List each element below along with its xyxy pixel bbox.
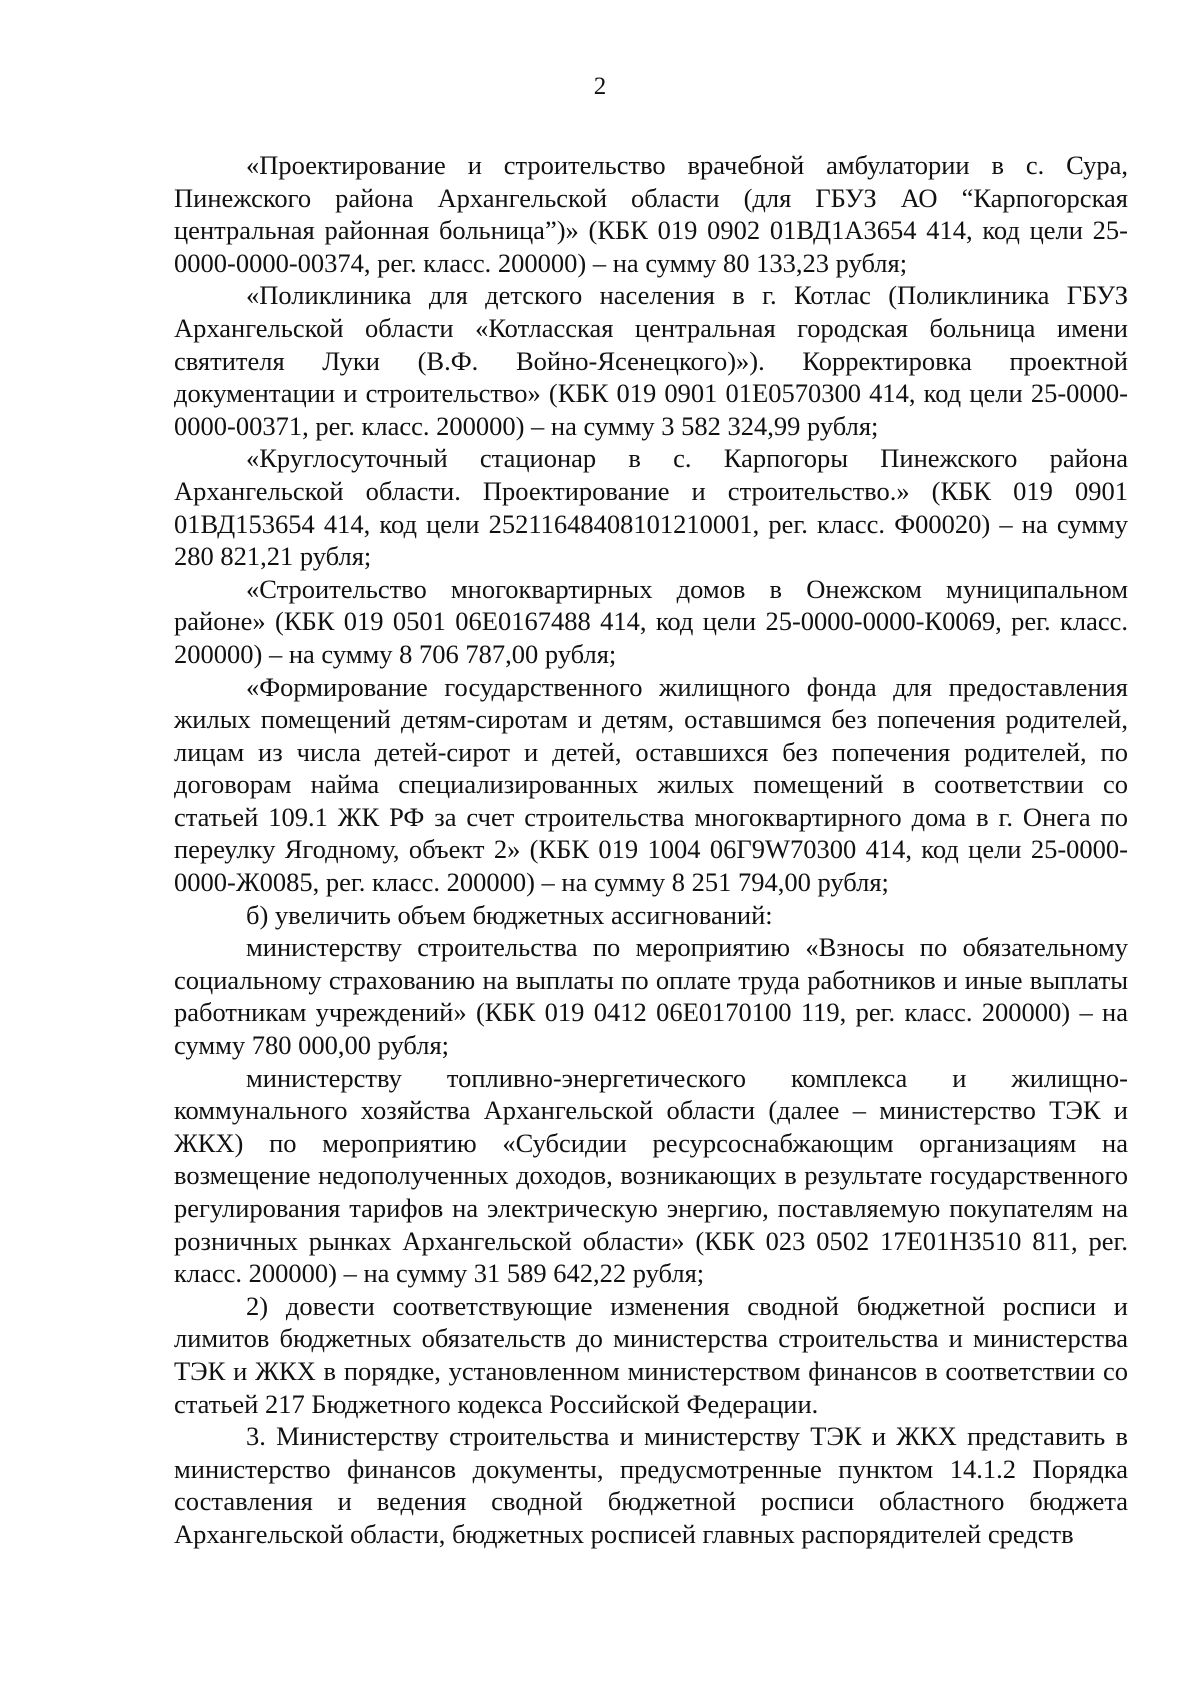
paragraph-item-3: 3. Министерству строительства и министерству ТЭК и ЖКХ представить в министерство финансов документы, предусмотренные пунктом 14.1.2 Порядка составления и ведения сводной бюджетной росписи областного бюджета Архангельской области, бюджетных росписей главных распорядителей средств [174,1421,1128,1549]
paragraph-ministry-tek-zhkh: министерству топливно-энергетического комплекса и жилищно-коммунального хозяйства Архангельской области (далее – министерство ТЭК и ЖКХ) по мероприятию «Субсидии ресурсоснабжающим организациям на возмещение недополученных доходов, возникающих в результате государственного регулирования тарифов на электрическую энергию, поставляемую покупателям на розничных рынках Архангельской области» (КБК 023 0502 17Е01Н3510 811, рег. класс. 200000) – на сумму 31 589 642,22 рубля; [174,1062,1128,1289]
paragraph-ministry-construction: министерству строительства по мероприятию «Взносы по обязательному социальному страхованию на выплаты по оплате труда работников и иные выплаты работникам учреждений» (КБК 019 0412 06Е0170100 119, рег. класс. 200000) – на сумму 780 000,00 рубля; [174,932,1128,1061]
paragraph-polyclinic-kotlas: «Поликлиника для детского населения в г. Котлас (Поликлиника ГБУЗ Архангельской области «Котласская центральная городская больница имени святителя Луки (В.Ф. Войно-Ясенецкого)»). Корректировка проектной документации и строительство» (КБК 019 0901 01Е0570300 414, код цели 25-0000-0000-00371, рег. класс. 200000) – на сумму 3 582 324,99 рубля; [174,280,1128,441]
paragraph-ambulatory-sura: «Проектирование и строительство врачебной амбулатории в с. Сура, Пинежского района Архангельской области (для ГБУЗ АО “Карпогорская центральная районная больница”)» (КБК 019 0902 01ВД1А3654 414, код цели 25-0000-0000-00374, рег. класс. 200000) – на сумму 80 133,23 рубля; [174,150,1128,278]
paragraph-item-2: 2) довести соответствующие изменения сводной бюджетной росписи и лимитов бюджетных обязательств до министерства строительства и министерства ТЭК и ЖКХ в порядке, установленном министерством финансов в соответствии со статьей 217 Бюджетного кодекса Российской Федерации. [174,1290,1128,1419]
page-number: 2 [593,73,607,100]
paragraph-increase-allocations: б) увеличить объем бюджетных ассигнований: [246,899,773,930]
paragraph-housing-orphans: «Формирование государственного жилищного фонда для предоставления жилых помещений детям-сиротам и детям, оставшимся без попечения родителей, лицам из числа детей-сирот и детей, оставшихся без попечения родителей, по договорам найма специализированных жилых помещений в соответствии со статьей 109.1 ЖК РФ за счет строительства многоквартирного дома в г. Онега по переулку Ягодному, объект 2» (КБК 019 1004 06Г9W70300 414, код цели 25-0000-0000-Ж0085, рег. класс. 200000) – на сумму 8 251 794,00 рубля; [174,671,1128,898]
document-body [174,149,1128,1551]
paragraph-hospital-karpogory: «Круглосуточный стационар в с. Карпогоры Пинежского района Архангельской области. Проектирование и строительство.» (КБК 019 0901 01ВД153654 414, код цели 25211648408101210001, рег. класс. Ф00020) – на сумму 280 821,21 рубля; [174,443,1128,572]
paragraph-apartments-onega: «Строительство многоквартирных домов в Онежском муниципальном районе» (КБК 019 0501 06Е0167488 414, код цели 25-0000-0000-К0069, рег. класс. 200000) – на сумму 8 706 787,00 рубля; [174,573,1128,669]
